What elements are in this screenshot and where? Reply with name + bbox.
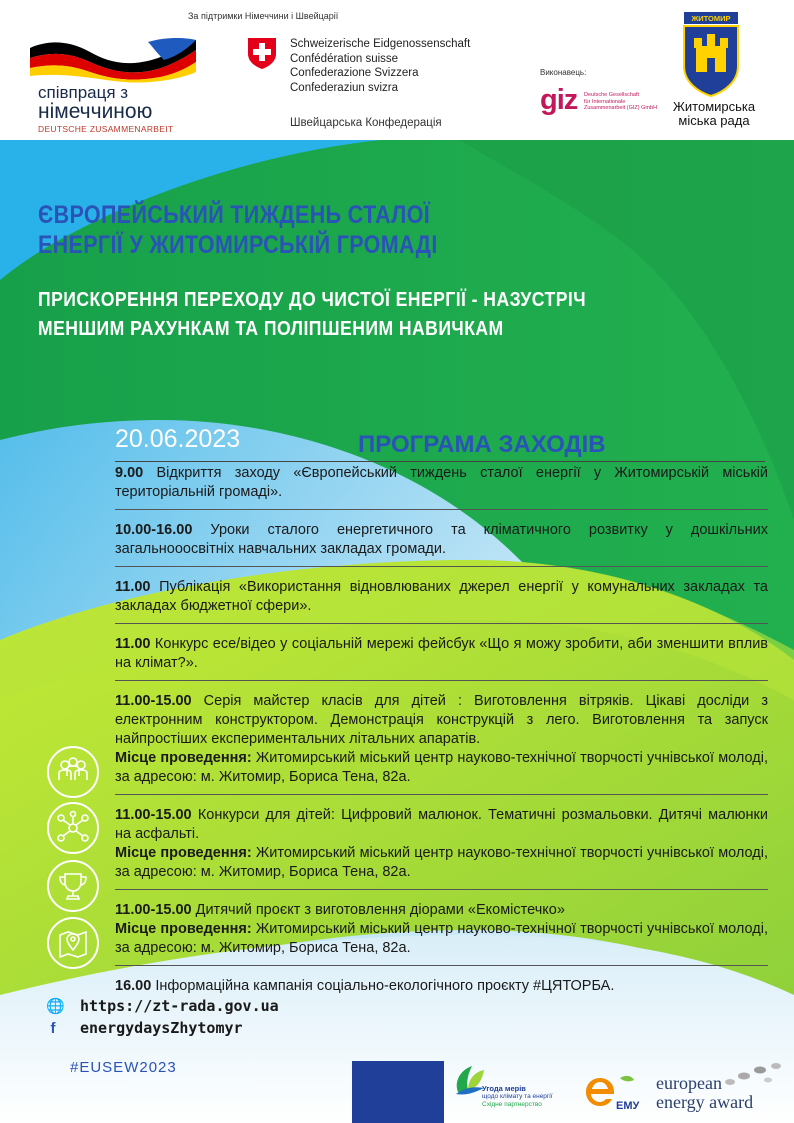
program-title: ПРОГРАМА ЗАХОДІВ: [358, 431, 606, 458]
emu-label: ЕМУ: [616, 1100, 640, 1112]
eu-flag-icon: [352, 1061, 444, 1123]
giz-full-name: Deutsche Gesellschaft für Internationale Zusammenarbeit (GIZ) GmbH: [584, 92, 658, 111]
sub-title: [38, 286, 707, 344]
emblem-label: ЖИТОМИР: [691, 14, 731, 23]
main-title-line2: ЕНЕРГІЇ У ЖИТОМИРСЬКІЙ ГРОМАДІ: [38, 231, 438, 259]
emu-logo-icon: [584, 1072, 644, 1112]
swiss-name-it: Confederazione Svizzera: [290, 67, 419, 79]
facebook-link[interactable]: energydaysZhytomyr: [80, 1019, 243, 1037]
european-energy-award-text: european energy award: [656, 1073, 754, 1112]
program-item-1: 9.00 Відкриття заходу «Європейський тиждень сталої енергії у Житомирській міській територіальній громаді».: [115, 465, 768, 500]
facebook-icon: f: [50, 1020, 56, 1037]
main-title-line1: ЄВРОПЕЙСЬКИЙ ТИЖДЕНЬ СТАЛОЇ: [38, 201, 431, 229]
executor-label: Виконавець:: [540, 68, 587, 77]
people-icon: [47, 746, 99, 798]
covenant-of-mayors-icon: [452, 1062, 486, 1098]
germany-logo-line1: співпраця з: [38, 83, 129, 102]
hashtag: #EUSEW2023: [70, 1059, 177, 1076]
program-item-8: 16.00 Інформаційна кампанія соціально-екологічного проєкту #ЦЯТОРБА.: [115, 978, 615, 994]
swiss-cross-icon: [246, 36, 278, 70]
divider: [115, 502, 768, 510]
website-row: [46, 997, 279, 1015]
trophy-icon: [47, 860, 99, 912]
divider: [115, 958, 768, 966]
sub-title-line1: ПРИСКОРЕННЯ ПЕРЕХОДУ ДО ЧИСТОЇ ЕНЕРГІЇ - НАЗУСТРІЧ: [38, 289, 587, 311]
event-date: 20.06.2023: [115, 425, 241, 453]
germany-cooperation-logo: [38, 84, 173, 134]
program-item-4: 11.00 Конкурс есе/відео у соціальній мережі фейсбук «Що я можу зробити, аби зменшити вплив на клімат?».: [115, 636, 768, 671]
swiss-name-de: Schweizerische Eidgenossenschaft: [290, 38, 471, 50]
germany-logo-line2: німеччиною: [38, 100, 153, 123]
map-pin-icon: [47, 917, 99, 969]
divider: [115, 559, 768, 567]
program-item-6: 11.00-15.00 Конкурси для дітей: Цифровий малюнок. Тематичні розмальовки. Дитячі малюнки на асфальті. Місце проведення: Житомирський міський центр науково-технічної творчості учнівської молоді, за адресою: м. Житомир, Бориса Тена, 82а.: [115, 807, 769, 880]
divider: [115, 787, 768, 795]
program-item-5: 11.00-15.00 Серія майстер класів для дітей : Виготовлення вітряків. Цікаві досліди з електронним конструктором. Демонстрація конструкцій з лего. Виготовлення та запуск найпростіших експериментальних літальних апаратів. Місце проведення: Житомирський міський центр науково-технічної творчості учнівської молоді, за адресою: м. Житомир, Бориса Тена, 82а.: [115, 693, 769, 785]
germany-logo-line3: DEUTSCHE ZUSAMMENARBEIT: [38, 124, 174, 134]
divider: [115, 461, 765, 462]
program-item-3: 11.00 Публікація «Використання відновлюваних джерел енергії у комунальних закладах та закладах бюджетної сфери».: [115, 579, 768, 614]
divider: [115, 882, 768, 890]
swiss-confederation-names: [290, 37, 470, 95]
sub-title-line2: МЕНШИМ РАХУНКАМ ТА ПОЛІПШЕНИМ НАВИЧКАМ: [38, 318, 504, 340]
divider: [115, 616, 768, 624]
zhytomyr-council-caption: Житомирська міська рада: [672, 99, 756, 128]
network-icon: [47, 802, 99, 854]
swiss-name-ua: Швейцарська Конфедерація: [290, 117, 442, 129]
giz-logo: giz: [540, 84, 578, 116]
covenant-of-mayors-text: Угода мерів щодо клімату та енергії Східне партнерство: [482, 1084, 553, 1108]
swiss-name-rm: Confederaziun svizra: [290, 81, 399, 94]
main-title: [38, 200, 657, 260]
website-link[interactable]: https://zt-rada.gov.ua: [80, 997, 279, 1015]
swiss-name-fr: Confédération suisse: [290, 52, 399, 65]
support-note: За підтримки Німеччини і Швейцарії: [188, 11, 339, 21]
program-item-7: 11.00-15.00 Дитячий проєкт з виготовлення діорами «Екомістечко» Місце проведення: Житомирський міський центр науково-технічної творчості учнівської молоді, за адресою: м. Житомир, Бориса Тена, 82а.: [115, 902, 769, 956]
facebook-row: [46, 1019, 243, 1037]
program-item-2: 10.00-16.00 Уроки сталого енергетичного та кліматичного розвитку у дошкільних загальнооосвітніх навчальних закладах громади.: [115, 522, 768, 557]
germany-flag-wave-icon: [28, 38, 198, 84]
globe-icon: 🌐: [46, 998, 65, 1015]
zhytomyr-emblem-icon: [680, 10, 742, 98]
divider: [115, 673, 768, 681]
program-list: [115, 464, 768, 996]
